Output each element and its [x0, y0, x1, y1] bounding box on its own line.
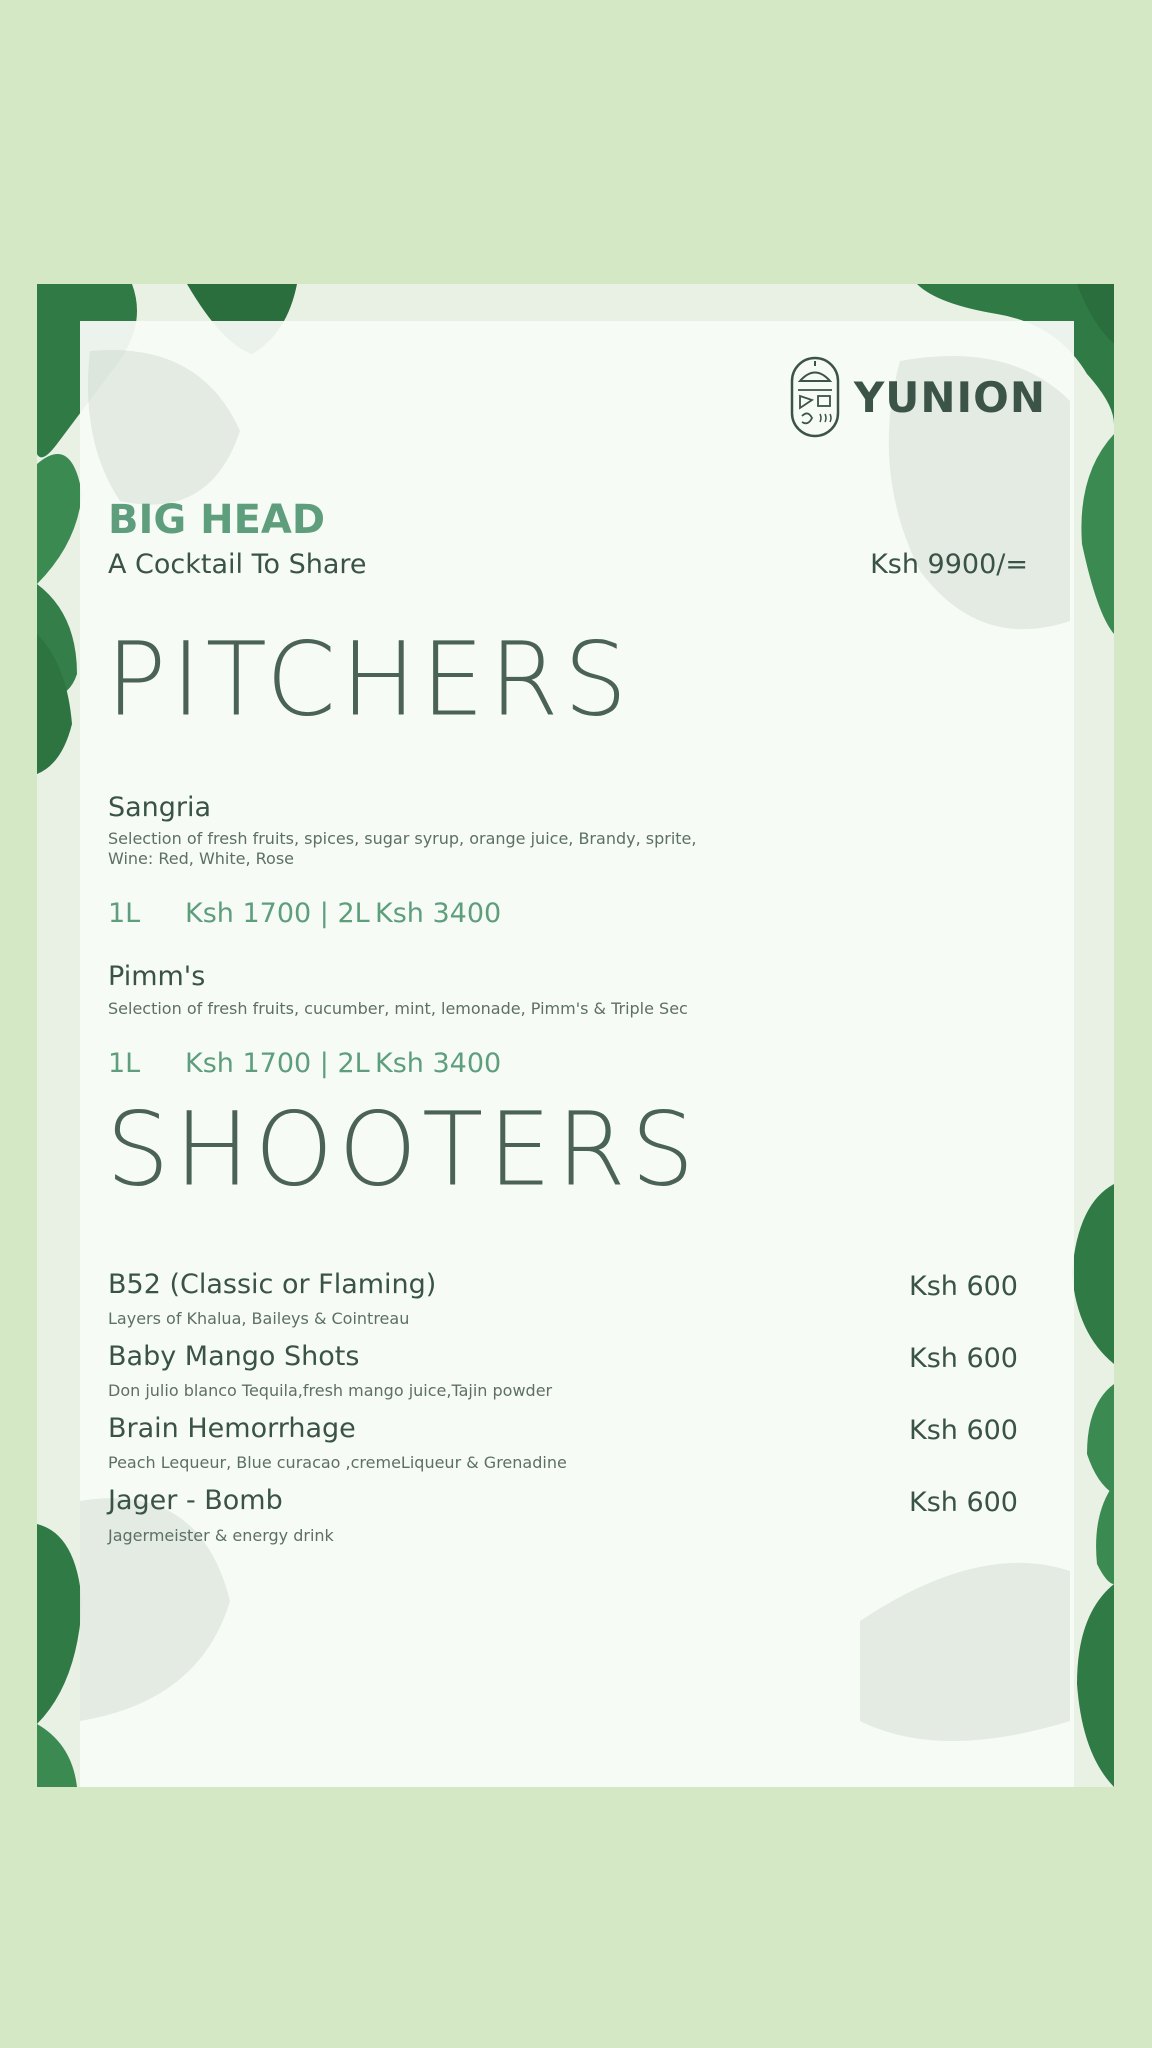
- pitcher-description: Selection of fresh fruits, cucumber, mint, lemonade, Pimm's & Triple Sec: [108, 999, 688, 1018]
- brand-logo: [790, 356, 1046, 438]
- shooters-title: SHOOTERS: [106, 1089, 700, 1210]
- shooter-name: Baby Mango Shots: [108, 1341, 360, 1372]
- leaf-bottom-right-icon: [1077, 1484, 1114, 1787]
- pitcher-price: Ksh 1700 | 2L: [185, 1048, 370, 1079]
- shooter-price: Ksh 600: [908, 1271, 1018, 1302]
- pitcher-price: Ksh 1700 | 2L: [185, 898, 370, 929]
- shooter-description: Don julio blanco Tequila,fresh mango juice,Tajin powder: [108, 1381, 553, 1400]
- shooter-description: Jagermeister & energy drink: [108, 1526, 334, 1545]
- yunion-emblem-icon: [790, 356, 840, 438]
- brand-name: YUNION: [853, 372, 1046, 422]
- pitcher-price-row: [108, 1048, 501, 1079]
- shooter-price: Ksh 600: [908, 1487, 1018, 1518]
- shooter-description: Layers of Khalua, Baileys & Cointreau: [108, 1309, 410, 1328]
- pitcher-price: Ksh 3400: [375, 1048, 502, 1079]
- shooter-description: Peach Lequeur, Blue curacao ,cremeLiqueur & Grenadine: [108, 1453, 567, 1472]
- pitcher-price-row: [108, 898, 501, 929]
- big-head-price: Ksh 9900/=: [870, 549, 1028, 580]
- leaf-right-mid-icon: [1072, 1184, 1114, 1494]
- menu-card: [80, 321, 1074, 1787]
- big-head-title: BIG HEAD: [108, 497, 326, 543]
- pitcher-description: Selection of fresh fruits, spices, sugar syrup, orange juice, Brandy, sprite, Wine: Red, White, Rose: [108, 829, 697, 868]
- big-head-subtitle: A Cocktail To Share: [108, 549, 367, 580]
- pitcher-size: 1L: [108, 898, 141, 929]
- shooter-price: Ksh 600: [908, 1343, 1018, 1374]
- pitcher-size: 1L: [108, 1048, 141, 1079]
- menu-sheet: [37, 284, 1114, 1787]
- pitcher-name: Sangria: [108, 792, 212, 823]
- leaf-bottom-left-icon: [37, 1524, 82, 1787]
- shooter-name: Brain Hemorrhage: [108, 1413, 356, 1444]
- shooter-price: Ksh 600: [908, 1415, 1018, 1446]
- shooter-name: Jager - Bomb: [108, 1485, 283, 1516]
- pitcher-name: Pimm's: [108, 961, 206, 992]
- pitchers-title: PITCHERS: [106, 619, 633, 740]
- pitcher-price: Ksh 3400: [375, 898, 502, 929]
- shooter-name: B52 (Classic or Flaming): [108, 1269, 437, 1300]
